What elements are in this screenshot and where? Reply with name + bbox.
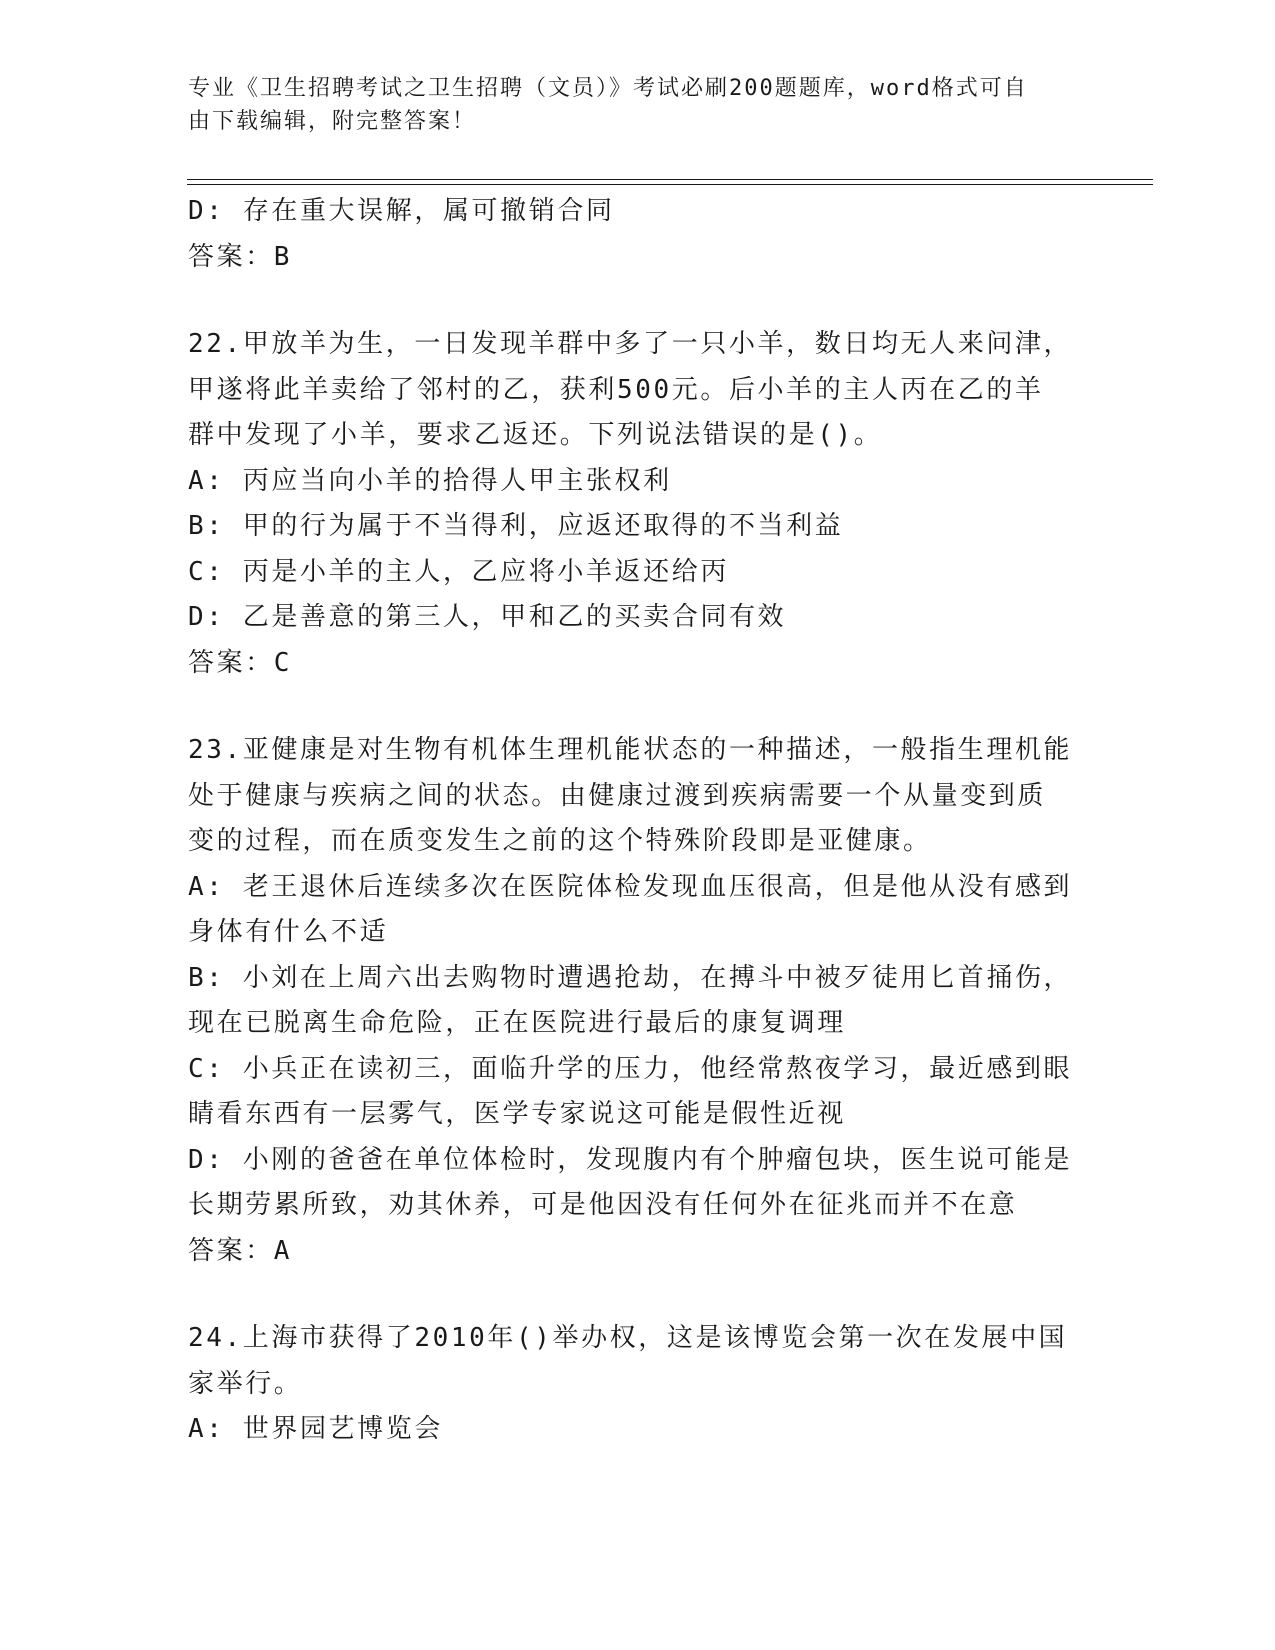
option-b-cont: 现在已脱离生命危险，正在医院进行最后的康复调理 xyxy=(188,1008,846,1038)
question-stem-line: 变的过程，而在质变发生之前的这个特殊阶段即是亚健康。 xyxy=(188,826,932,856)
question-24 xyxy=(188,1316,1088,1453)
question-stem-line: 22.甲放羊为生，一日发现羊群中多了一只小羊，数日均无人来问津， xyxy=(188,329,1073,359)
option-a: A: 世界园艺博览会 xyxy=(188,1414,443,1444)
option-b: B: 小刘在上周六出去购物时遭遇抢劫，在搏斗中被歹徒用匕首捅伤， xyxy=(188,962,1073,993)
answer-line: 答案：C xyxy=(188,647,293,678)
option-d: D: 乙是善意的第三人，甲和乙的买卖合同有效 xyxy=(188,602,787,632)
question-stem-line: 甲遂将此羊卖给了邻村的乙，获利500元。后小羊的主人丙在乙的羊 xyxy=(188,374,1044,405)
option-a: A: 老王退休后连续多次在医院体检发现血压很高，但是他从没有感到 xyxy=(188,871,1073,902)
header-rule-top xyxy=(187,179,1153,180)
question-stem-line: 处于健康与疾病之间的状态。由健康过渡到疾病需要一个从量变到质 xyxy=(188,780,1047,811)
question-stem-line: 群中发现了小羊，要求乙返还。下列说法错误的是()。 xyxy=(188,420,883,450)
option-c: C: 丙是小羊的主人，乙应将小羊返还给丙 xyxy=(188,556,729,587)
option-d: D: 存在重大误解，属可撤销合同 xyxy=(188,196,615,226)
option-a: A: 丙应当向小羊的拾得人甲主张权利 xyxy=(188,465,672,496)
answer-line: 答案：B xyxy=(188,241,293,272)
question-stem-line: 24.上海市获得了2010年()举办权，这是该博览会第一次在发展中国 xyxy=(188,1323,1068,1353)
option-d: D: 小刚的爸爸在单位体检时，发现腹内有个肿瘤包块，医生说可能是 xyxy=(188,1144,1073,1175)
question-content xyxy=(188,189,1088,1453)
answer-line: 答案：A xyxy=(188,1235,293,1266)
header-line-2: 由下载编辑，附完整答案！ xyxy=(188,109,477,134)
option-b: B: 甲的行为属于不当得利，应返还取得的不当利益 xyxy=(188,511,844,541)
question-stem-line: 23.亚健康是对生物有机体生理机能状态的一种描述，一般指生理机能 xyxy=(188,735,1073,765)
option-d-cont: 长期劳累所致，劝其休养，可是他因没有任何外在征兆而并不在意 xyxy=(188,1190,1018,1220)
document-header xyxy=(188,72,1068,138)
option-a-cont: 身体有什么不适 xyxy=(188,917,389,947)
question-stem-line: 家举行。 xyxy=(188,1368,303,1399)
header-rule-bottom xyxy=(187,184,1153,185)
option-c: C: 小兵正在读初三，面临升学的压力，他经常熬夜学习，最近感到眼 xyxy=(188,1053,1073,1084)
question-22 xyxy=(188,322,1088,686)
question-21-tail xyxy=(188,189,1088,280)
option-c-cont: 睛看东西有一层雾气，医学专家说这可能是假性近视 xyxy=(188,1099,846,1129)
header-line-1: 专业《卫生招聘考试之卫生招聘（文员）》考试必刷200题题库，word格式可自 xyxy=(188,76,1028,101)
question-23 xyxy=(188,728,1088,1274)
